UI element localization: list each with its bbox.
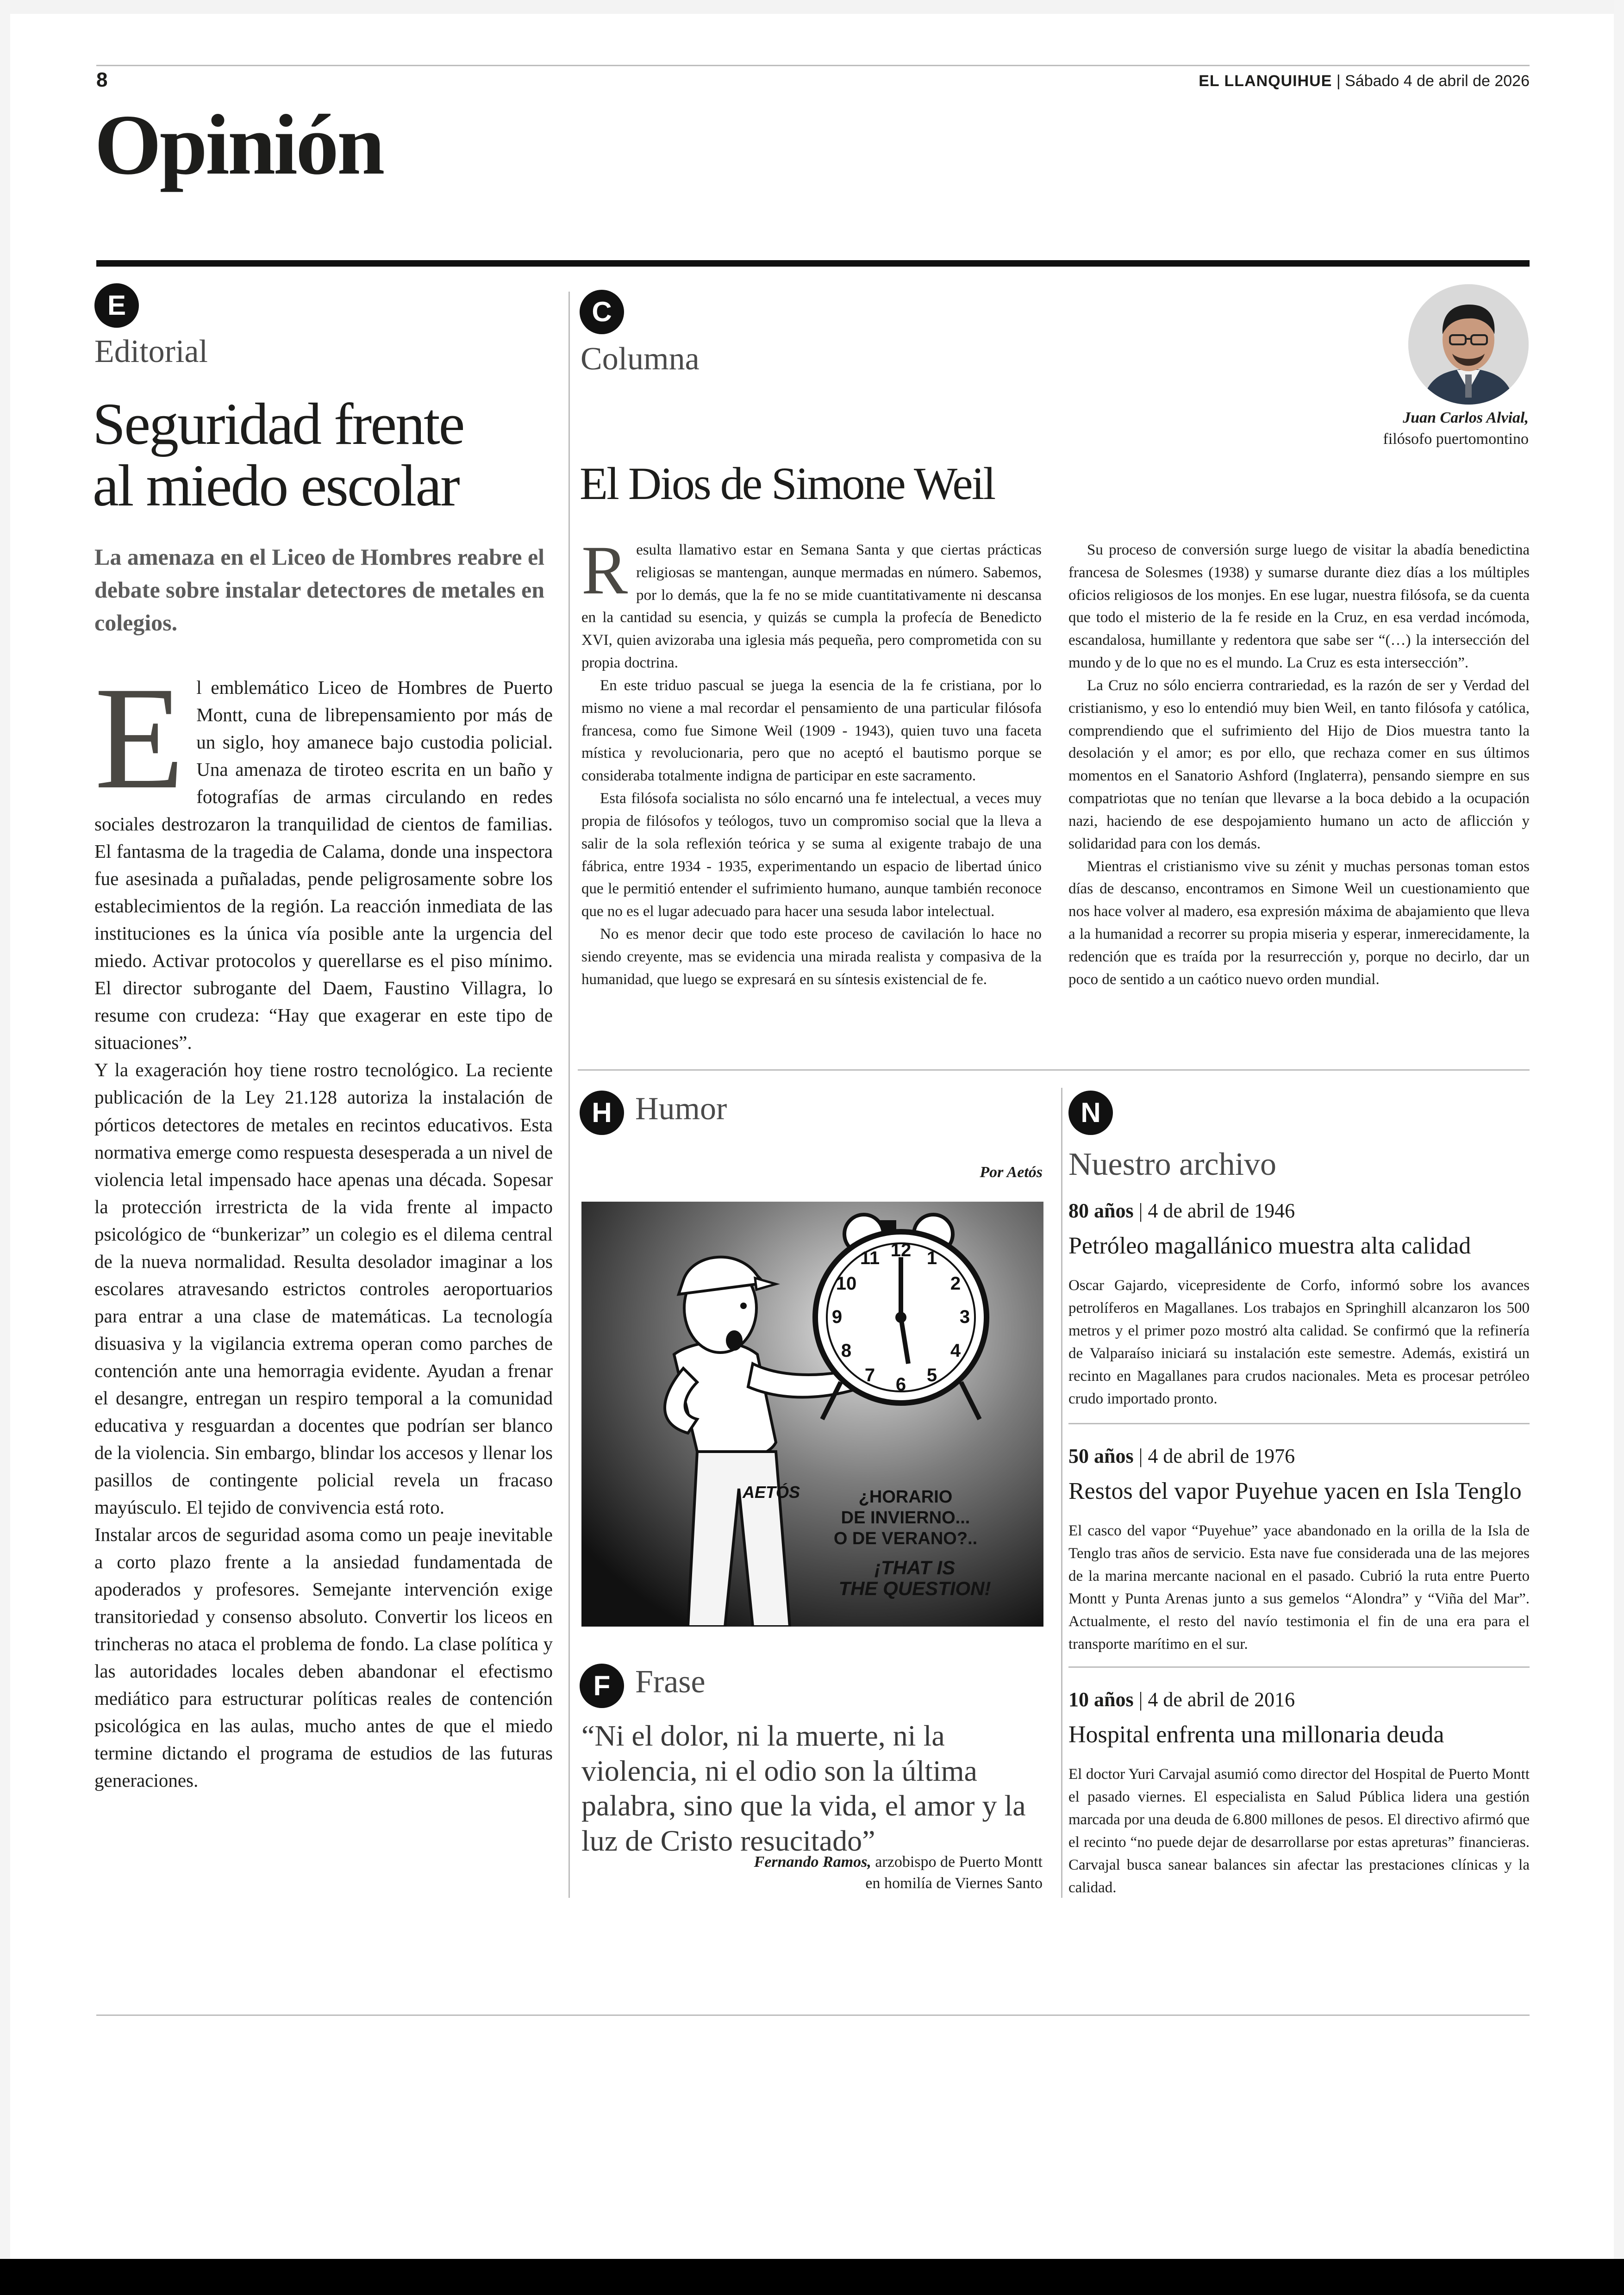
archivo-item-2-dateline: 50 años | 4 de abril de 1976 [1068, 1445, 1295, 1467]
clock-numeral-6: 6 [895, 1374, 906, 1395]
column-text-right [1068, 539, 1530, 991]
speech-line-4: ¡THAT IS [874, 1557, 956, 1578]
column-badge: C [580, 290, 624, 334]
clock-numeral-12: 12 [890, 1240, 912, 1260]
frase-kicker: Frase [635, 1664, 706, 1700]
column-paragraph-5: Su proceso de conversión surge luego de visitar la abadía benedictina francesa de Solesmes (1938) y sumarse durante diez días a los múltiples oficios religiosos de los monjes. En ese lugar, nuestra filósofa, se da cuenta que todo el misterio de la fe reside en la Cruz, en esa verdad incómoda, escandalosa, humillante y redentora que sabe ser “(…) la intersección del mundo y de lo que no es el mundo. La Cruz es esta intersección”. [1068, 542, 1530, 672]
archivo-item-1-dateline: 80 años | 4 de abril de 1946 [1068, 1199, 1295, 1222]
archivo-divider-1 [1068, 1423, 1530, 1424]
frase-author-line [754, 1852, 1043, 1873]
archivo-item-3 [1068, 1688, 1530, 1899]
column-byline [1383, 407, 1529, 450]
column-dropcap: R [581, 532, 628, 609]
viewer-left-margin [0, 0, 10, 2259]
column-kicker: Columna [581, 341, 700, 377]
frase-author-role: arzobispo de Puerto Montt [875, 1853, 1043, 1871]
speech-line-2: DE INVIERNO... [841, 1508, 970, 1528]
page-number: 8 [96, 69, 108, 91]
publication-name: EL LLANQUIHUE [1199, 72, 1332, 90]
clock-numeral-4: 4 [950, 1341, 961, 1361]
archivo-item-3-text: El doctor Yuri Carvajal asumió como director del Hospital de Puerto Montt el pasado viernes. El especialista en Salud Pública lidera una gestión marcada por una deuda de 6.800 millones de pesos. El directivo afirmó que el recinto “no puede dejar de desarrollarse por estas apreturas” financieras. Carvajal busca sanear balances sin afectar las prestaciones clínicas y la calidad. [1068, 1766, 1530, 1896]
humor-credit: Por Aetós [980, 1164, 1043, 1181]
viewer-bottom-bar [0, 2259, 1624, 2295]
editorial-headline-line1: Seguridad frente [93, 391, 464, 457]
archivo-badge: N [1068, 1091, 1113, 1135]
viewer-top-bar [0, 0, 1624, 14]
page-bottom-rule [96, 2014, 1530, 2016]
cartoon-signature: AETÓS [743, 1483, 800, 1502]
archivo-item-3-dateline: 10 años | 4 de abril de 2016 [1068, 1688, 1295, 1711]
masthead-separator: | [1332, 72, 1345, 90]
archivo-item-1-text: Oscar Gajardo, vicepresidente de Corfo, informó sobre los avances petrolíferos en Magallanes. Los trabajos en Springhill alcanzaron los 500 metros y el primer pozo mostró alta calidad. Se confirmó que la refinería de Valparaíso iniciará su instalación este semestre. Además, existirá un recinto en Magallanes para crudos nacionales. Meta es procesar petróleo crudo importado pronto. [1068, 1277, 1530, 1407]
frase-author-context: en homilía de Viernes Santo [865, 1874, 1043, 1892]
divider-column-bottom [578, 1069, 1530, 1071]
clock-numeral-1: 1 [926, 1248, 937, 1268]
divider-humor-archive [1061, 1088, 1062, 1898]
archivo-item-1-title: Petróleo magallánico muestra alta calidad [1068, 1233, 1471, 1259]
column-paragraph-2: En este triduo pascual se juega la esencia de la fe cristiana, por lo mismo no viene a mal recordar el pensamiento de una particular filósofa francesa, como fue Simone Weil (1909 - 1943), quien tuvo una faceta mística y revolucionaria, pero que no aceptó el bautismo porque se consideraba totalmente indigna de participar en este sacramento. [581, 677, 1042, 785]
divider-editorial [568, 292, 570, 1898]
editorial-paragraph-1: El emblemático Liceo de Hombres de Puerto Montt, cuna de librepensamiento por más de un siglo, hoy amanece bajo custodia policial. Una amenaza de tiroteo escrita en un baño y fotografías de armas circulando en redes sociales destrozaron la tranquilidad de cientos de familias. El fantasma de la tragedia de Calama, donde una inspectora fue asesinada a puñaladas, pende peligrosamente sobre los establecimientos de la región. La reacción inmediata de las instituciones es la única vía posible ante la urgencia del miedo. Activar protocolos y querellarse es el piso mínimo. El director subrogante del Daem, Faustino Villagra, lo resume con crudeza: “Hay que exagerar en este tipo de situaciones”. [94, 656, 553, 1054]
column-paragraph-1: Resulta llamativo estar en Semana Santa y que ciertas prácticas religiosas se mantengan, aunque mermadas en número. Sabemos, por lo demás, que la fe no se mide cuantitativamente ni descansa en la cantidad su esencia, y quizás se cumpla la profecía de Benedicto XVI, quien avizoraba una iglesia más pequeña, pero comprometida con su propia doctrina. [581, 532, 1042, 672]
editorial-paragraph-3: Instalar arcos de seguridad asoma como un peaje inevitable a corto plazo frente a la ansiedad fundamentada de apoderados y profesores. Semejante intervención exige transitoriedad y consenso absoluto. Convertir los liceos en trincheras no ataca el problema de fondo. La clase política y las autoridades locales deben abandonar el efectismo mediático para estructurar políticas reales de contención psicológica en las aulas, mucho antes de que el miedo termine dictando el programa de estudios de las futuras generaciones. [94, 1523, 553, 1791]
archivo-item-1 [1068, 1199, 1530, 1410]
section-rule [96, 260, 1530, 267]
humor-badge: H [580, 1091, 624, 1135]
clock-numeral-11: 11 [860, 1248, 880, 1268]
speech-line-1: ¿HORARIO [858, 1487, 953, 1507]
frase-author: Fernando Ramos, [754, 1853, 871, 1871]
editorial-badge: E [94, 283, 139, 328]
clock-numeral-7: 7 [864, 1365, 875, 1385]
column-author-name: Juan Carlos Alvial, [1403, 409, 1529, 426]
speech-line-3: O DE VERANO?.. [833, 1529, 978, 1548]
frase-quote: “Ni el dolor, ni la muerte, ni la violencia, ni el odio son la última palabra, sino que la vida, el amor y la luz de Cristo resucitado” [581, 1719, 1026, 1857]
author-photo-icon [1408, 284, 1529, 405]
column-paragraph-3: Esta filósofa socialista no sólo encarnó una fe intelectual, a veces muy propia de filósofos y teólogos, tuvo un compromiso social que la lleva a salir de la sola reflexión teórica y se suma al exigente trabajo de una fábrica, entre 1934 - 1935, experimentando un espacio de libertad único que le permitió entender el sufrimiento humano, aunque también reconoce que no es el lugar adecuado para hacer una sesuda labor intelectual. [581, 790, 1042, 920]
header-rule [96, 65, 1530, 66]
column-paragraph-4: No es menor decir que todo este proceso de cavilación lo hace no siendo creyente, mas se evidencia una mirada realista y compasiva de la humanidad, que luego se expresará en su síntesis existencial de fe. [581, 926, 1042, 988]
viewer-right-margin [1614, 0, 1624, 2259]
humor-cartoon [581, 1202, 1043, 1627]
editorial-dropcap: E [94, 656, 185, 819]
clock-numeral-2: 2 [950, 1273, 961, 1294]
frase-byline [754, 1852, 1043, 1894]
cartoon-illustration-icon [581, 1202, 1043, 1627]
editorial-headline [93, 393, 560, 517]
archivo-item-2-title: Restos del vapor Puyehue yacen en Isla Tenglo [1068, 1478, 1522, 1504]
archivo-item-2-text: El casco del vapor “Puyehue” yace abandonado en la orilla de la Isla de Tenglo tras años de servicio. Esta nave fue considerada una de las mejores de la marina mercante nacional en el pasado. Cubrió la ruta entre Puerto Montt y Punta Arenas junto a sus gemelos “Alondra” y “Viña del Mar”. Actualmente, el resto del navío testimonia el fin de una era para el transporte marítimo en el sur. [1068, 1522, 1530, 1653]
editorial-headline-line2: al miedo escolar [93, 453, 459, 519]
author-portrait [1408, 284, 1529, 405]
masthead [1199, 72, 1530, 90]
editorial-kicker: Editorial [94, 334, 208, 369]
clock-numeral-9: 9 [831, 1307, 843, 1327]
archivo-kicker: Nuestro archivo [1068, 1147, 1277, 1182]
clock-numeral-3: 3 [959, 1307, 970, 1327]
archivo-divider-2 [1068, 1666, 1530, 1668]
column-headline: El Dios de Simone Weil [580, 458, 995, 509]
editorial-body [94, 656, 553, 1794]
clock-numeral-5: 5 [926, 1365, 937, 1385]
column-paragraph-7: Mientras el cristianismo vive su zénit y muchas personas toman estos días de descanso, encontramos en Simone Weil un cuestionamiento que nos hace volver al madero, esa expresión máxima de abajamiento que lleva a la humanidad a recorrer su propia miseria y esperar, inmerecidamente, la redención que es traída por la resurrección y, porque no decirlo, dar un poco de sentido a un caótico nuevo orden mundial. [1068, 858, 1530, 988]
column-paragraph-6: La Cruz no sólo encierra contrariedad, es la razón de ser y Verdad del cristianismo, y eso lo entendió muy bien Weil, en tanto filósofa y católica, comprendiendo que el sufrimiento del Hijo de Dios muestra tanto la desolación y el amor; es por ello, que rechaza comer en sus últimos momentos en el Sanatorio Ashford (Inglaterra), pensando siempre en sus compatriotas que no tenían que llevarse a la boca debido a la ocupación nazi, haciendo de ese despojamiento humano un acto de aflicción y solidaridad para con los demás. [1068, 677, 1530, 852]
publication-date: Sábado 4 de abril de 2026 [1345, 72, 1530, 90]
editorial-paragraph-2: Y la exageración hoy tiene rostro tecnológico. La reciente publicación de la Ley 21.128 autoriza la instalación de pórticos detectores de metales en recintos educativos. Esta normativa emerge como respuesta desesperada a un nivel de violencia letal impensado hace apenas una década. Sopesar la protección irrestricta de la vida frente al impacto psicológico de “bunkerizar” un colegio es el dilema central de la nueva normalidad. Resulta desolador imaginar a los escolares atravesando estrictos controles aeroportuarios para entrar a una clase de matemáticas. La tecnología disuasiva y la vigilancia extrema operan como parches de contención ante una hemorragia evidente. Ayudan a frenar el desangre, entregan un respiro temporal a la comunidad educativa y resguardan a docentes que podrían ser blanco de la violencia. Sin embargo, blindar los accesos y llenar los pasillos de contingente policial revela un fracaso mayúsculo. El tejido de convivencia está roto. [94, 1059, 553, 1518]
frase-badge: F [580, 1664, 624, 1708]
humor-kicker: Humor [635, 1091, 727, 1127]
column-author-role: filósofo puertomontino [1383, 430, 1529, 448]
archivo-item-2 [1068, 1444, 1530, 1655]
editorial-deck: La amenaza en el Liceo de Hombres reabre el debate sobre instalar detectores de metales en colegios. [94, 544, 545, 636]
clock-numeral-10: 10 [836, 1273, 857, 1294]
archivo-item-3-title: Hospital enfrenta una millonaria deuda [1068, 1721, 1444, 1748]
speech-line-5: THE QUESTION! [838, 1578, 991, 1599]
column-text-left [581, 532, 1042, 991]
section-title: Opinión [94, 97, 383, 193]
clock-numeral-8: 8 [841, 1341, 852, 1361]
